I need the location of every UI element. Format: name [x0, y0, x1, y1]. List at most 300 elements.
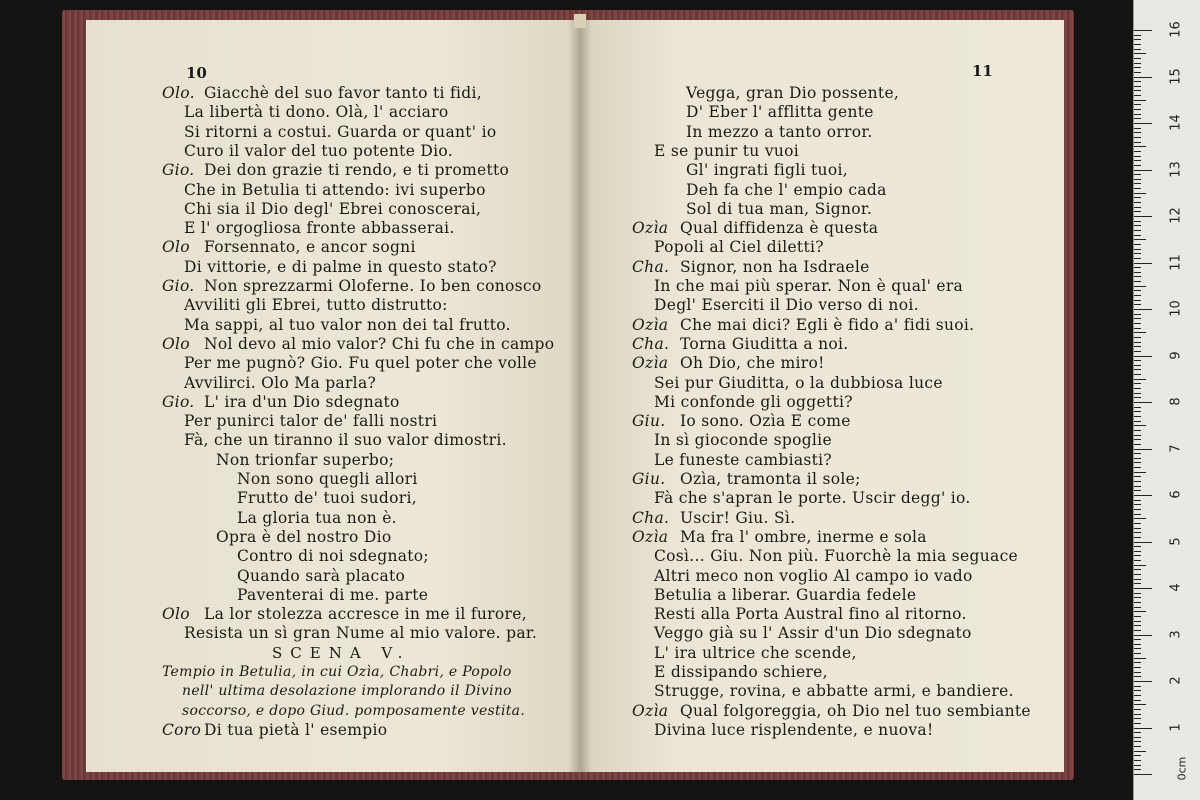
text-line	[216, 451, 394, 469]
ruler-tick	[1134, 128, 1141, 129]
ruler-tick	[1134, 351, 1141, 352]
ruler-tick	[1134, 755, 1141, 756]
line-text: nell' ultima desolazione implorando il Divino	[182, 683, 512, 700]
text-line	[686, 103, 874, 121]
text-line	[654, 431, 832, 449]
ruler-tick	[1134, 267, 1141, 268]
text-line	[162, 393, 400, 411]
ruler-tick	[1134, 751, 1146, 752]
text-line	[184, 123, 496, 141]
ruler-tick	[1134, 374, 1141, 375]
ruler-tick	[1134, 197, 1141, 198]
ruler-tick	[1134, 504, 1141, 505]
line-text: L' ira d'un Dio sdegnato	[204, 392, 400, 411]
text-line	[654, 547, 1018, 565]
line-text: Avviliti gli Ebrei, tutto distrutto:	[184, 296, 448, 315]
speaker-label: Cha.	[632, 257, 670, 276]
ruler-tick	[1134, 509, 1141, 510]
text-line	[162, 238, 416, 256]
ruler-tick	[1134, 672, 1141, 673]
ruler-tick	[1134, 123, 1152, 124]
ruler-number: 4	[1168, 583, 1184, 592]
line-text: D' Eber l' afflitta gente	[686, 103, 874, 122]
ruler-tick	[1134, 397, 1141, 398]
ruler-tick	[1134, 337, 1141, 338]
ruler-tick	[1134, 239, 1146, 240]
ruler-tick	[1134, 523, 1141, 524]
ruler-tick	[1134, 537, 1141, 538]
text-line	[654, 296, 919, 314]
ruler-tick	[1134, 314, 1141, 315]
ruler-tick	[1134, 416, 1141, 417]
ruler-tick	[1134, 58, 1141, 59]
ruler-unit: 0cm	[1175, 756, 1189, 781]
ruler-tick	[1134, 67, 1141, 68]
text-line	[632, 354, 825, 372]
ruler-tick	[1134, 114, 1141, 115]
text-line	[654, 451, 832, 469]
speaker-label: Olo	[162, 605, 190, 624]
ruler-tick	[1134, 230, 1141, 231]
ruler-tick	[1134, 146, 1146, 147]
ruler-number: 9	[1168, 350, 1184, 360]
ruler-tick	[1134, 156, 1141, 157]
text-line	[654, 586, 916, 604]
ruler-tick	[1134, 193, 1146, 194]
ruler-number: 10	[1168, 300, 1184, 317]
ruler-tick	[1134, 667, 1141, 668]
line-text: Di vittorie, e di palme in questo stato?	[184, 257, 497, 276]
line-text: Strugge, rovina, e abbatte armi, e bandiere.	[654, 682, 1014, 701]
ruler-tick	[1134, 137, 1141, 138]
text-line	[237, 547, 429, 565]
text-line	[654, 393, 853, 411]
line-text: La gloria tua non è.	[237, 508, 397, 527]
line-text: In che mai più sperar. Non è qual' era	[654, 277, 964, 295]
ruler-tick	[1134, 300, 1141, 301]
ruler-tick	[1134, 53, 1146, 54]
ruler-tick	[1134, 532, 1141, 533]
ruler-number: 3	[1168, 629, 1184, 639]
text-line	[686, 123, 873, 141]
ruler-number: 2	[1168, 676, 1184, 685]
ruler-tick	[1134, 500, 1141, 501]
ruler-tick	[1134, 658, 1146, 659]
ruler-tick	[1134, 741, 1141, 742]
text-line	[654, 142, 799, 160]
ruler-tick	[1134, 593, 1141, 594]
ruler-tick	[1134, 514, 1141, 515]
speaker-label: Gio.	[162, 277, 195, 295]
ruler-tick	[1134, 216, 1152, 217]
line-text: La lor stolezza accresce in me il furore,	[204, 605, 527, 624]
text-line	[184, 374, 376, 392]
ruler-tick	[1134, 142, 1141, 143]
ruler-tick	[1134, 648, 1141, 649]
text-line	[184, 103, 449, 121]
line-text: Altri meco non voglio Al campo io vado	[654, 566, 973, 585]
line-text: Vegga, gran Dio possente,	[686, 84, 900, 102]
ruler-number: 16	[1168, 21, 1184, 38]
text-line	[654, 567, 973, 585]
text-line	[237, 489, 417, 507]
line-text: Resti alla Porta Austral fino al ritorno.	[654, 605, 967, 624]
text-line	[184, 354, 537, 372]
ruler-tick	[1134, 211, 1141, 212]
ruler-tick	[1134, 704, 1146, 705]
ruler-tick	[1134, 379, 1146, 380]
line-text: L' ira ultrice che scende,	[654, 643, 857, 662]
line-text: Sol di tua man, Signor.	[686, 199, 873, 218]
text-line	[632, 702, 1031, 720]
ruler-tick	[1134, 304, 1141, 305]
ruler-tick	[1134, 342, 1141, 343]
ruler-tick	[1134, 235, 1141, 236]
line-text: Divina luce risplendente, e nuova!	[654, 720, 934, 739]
ruler-tick	[1134, 444, 1141, 445]
ruler-tick	[1134, 30, 1152, 31]
ruler-tick	[1134, 318, 1141, 319]
ruler-tick	[1134, 170, 1152, 171]
ruler-tick	[1134, 179, 1141, 180]
line-text: Mi confonde gli oggetti?	[654, 392, 853, 411]
line-text: Non sono quegli allori	[237, 470, 418, 488]
text-line	[632, 470, 861, 488]
line-text: Resista un sì gran Nume al mio valore. par.	[184, 624, 538, 643]
line-text: Si ritorni a costui. Guarda or quant' io	[184, 122, 497, 141]
ruler-tick	[1134, 528, 1141, 529]
text-line	[184, 219, 455, 237]
line-text: Che mai dici? Egli è fido a' fidi suoi.	[680, 315, 975, 334]
speaker-label: Olo	[162, 334, 190, 353]
speaker-label: Ozìa	[632, 354, 669, 373]
line-text: Qual diffidenza è questa	[680, 219, 879, 238]
ruler-tick	[1134, 425, 1146, 426]
text-line	[237, 567, 405, 585]
ruler-tick	[1134, 690, 1141, 691]
speaker-label: Ozìa	[632, 701, 669, 720]
line-text: Le funeste cambiasti?	[654, 450, 833, 469]
line-text: E l' orgogliosa fronte abbasserai.	[184, 219, 455, 238]
text-line	[632, 412, 851, 430]
ruler-tick	[1134, 760, 1141, 761]
line-text: Ma fra l' ombre, inerme e sola	[680, 527, 927, 546]
speaker-label: Cha.	[632, 508, 670, 527]
text-line	[162, 663, 512, 681]
line-text: Non sprezzarmi Oloferne. Io ben conosco	[204, 277, 542, 295]
speaker-label: Ozìa	[632, 315, 669, 334]
text-line	[184, 258, 497, 276]
ruler-tick	[1134, 569, 1141, 570]
ruler-tick	[1134, 462, 1141, 463]
line-text: Signor, non ha Isdraele	[680, 257, 870, 276]
ruler-tick	[1134, 486, 1141, 487]
text-line	[184, 142, 453, 160]
ruler-tick	[1134, 165, 1141, 166]
ruler-tick	[1134, 323, 1141, 324]
ruler-number: 14	[1168, 114, 1184, 131]
line-text: Contro di noi sdegnato;	[237, 547, 429, 566]
ruler-tick	[1134, 453, 1141, 454]
ruler-tick	[1134, 100, 1146, 101]
ruler-tick	[1134, 249, 1141, 250]
ruler-tick	[1134, 356, 1152, 357]
speaker-label: Olo	[162, 238, 190, 257]
ruler-tick	[1134, 695, 1141, 696]
ruler-tick	[1134, 588, 1152, 589]
ruler-tick	[1134, 295, 1141, 296]
line-text: SCENA V.	[272, 643, 411, 662]
text-line	[654, 644, 857, 662]
text-line	[184, 200, 481, 218]
text-line	[237, 509, 397, 527]
ruler-tick	[1134, 207, 1141, 208]
ruler-tick	[1134, 118, 1141, 119]
ruler-tick	[1134, 746, 1141, 747]
line-text: Paventerai di me. parte	[237, 585, 429, 604]
ruler-tick	[1134, 39, 1141, 40]
ruler-tick	[1134, 709, 1141, 710]
ruler-tick	[1134, 607, 1141, 608]
line-text: Torna Giuditta a noi.	[680, 334, 849, 353]
ruler-tick	[1134, 63, 1141, 64]
line-text: Gl' ingrati figli tuoi,	[686, 161, 848, 180]
ruler-tick	[1134, 332, 1146, 333]
line-text: Fà, che un tiranno il suo valor dimostri.	[184, 431, 507, 450]
ruler-tick	[1134, 621, 1141, 622]
ruler-number: 7	[1168, 443, 1184, 453]
text-line	[162, 605, 527, 623]
ruler-number: 15	[1168, 67, 1184, 85]
ruler-tick	[1134, 686, 1141, 687]
line-text: Nol devo al mio valor? Chi fu che in campo	[204, 334, 555, 353]
ruler-tick	[1134, 272, 1141, 273]
line-text: E se punir tu vuoi	[654, 141, 800, 160]
text-line	[632, 335, 849, 353]
ruler-number: 5	[1168, 536, 1184, 546]
line-text: Ozìa, tramonta il sole;	[680, 470, 861, 488]
ruler-tick	[1134, 551, 1141, 552]
ruler-tick	[1134, 86, 1141, 87]
ruler-tick	[1134, 95, 1141, 96]
ruler-tick	[1134, 44, 1141, 45]
line-text: Così... Giu. Non più. Fuorchè la mia seguace	[654, 547, 1019, 566]
line-text: Chi sia il Dio degl' Ebrei conoscerai,	[184, 199, 482, 218]
ruler-tick	[1134, 258, 1141, 259]
text-line	[216, 528, 391, 546]
ruler-number: 6	[1168, 490, 1184, 499]
text-line	[162, 277, 542, 295]
text-line	[237, 470, 418, 488]
right-page	[580, 20, 1064, 772]
text-line	[162, 335, 554, 353]
ruler-tick	[1134, 676, 1141, 677]
ruler-tick	[1134, 490, 1141, 491]
ruler-tick	[1134, 346, 1141, 347]
ruler-tick	[1134, 365, 1141, 366]
text-line	[654, 605, 967, 623]
speaker-label: Ozìa	[632, 527, 669, 546]
line-text: In mezzo a tanto orror.	[686, 122, 873, 141]
line-text: Io sono. Ozìa E come	[680, 412, 851, 431]
text-line	[184, 181, 486, 199]
ruler-tick	[1134, 574, 1141, 575]
ruler-tick	[1134, 151, 1141, 152]
line-text: Di tua pietà l' esempio	[204, 720, 388, 739]
text-line	[654, 489, 971, 507]
text-line	[184, 296, 448, 314]
ruler-tick	[1134, 90, 1141, 91]
page-number-right: 11	[972, 62, 993, 80]
ruler-tick	[1134, 263, 1152, 264]
ruler-tick	[1134, 458, 1141, 459]
text-line	[184, 624, 537, 642]
ruler-tick	[1134, 714, 1141, 715]
text-line	[686, 84, 899, 102]
text-line	[632, 258, 870, 276]
line-text: Ma sappi, al tuo valor non dei tal frutto.	[184, 315, 511, 334]
text-line	[184, 412, 437, 430]
text-line	[237, 586, 428, 604]
ruler-tick	[1134, 383, 1141, 384]
ruler-tick	[1134, 495, 1152, 496]
line-text: Quando sarà placato	[237, 566, 406, 585]
ruler-tick	[1134, 723, 1141, 724]
ruler-tick	[1134, 81, 1141, 82]
spine-strip	[574, 14, 586, 28]
page-number-left: 10	[186, 64, 207, 82]
ruler-tick	[1134, 132, 1141, 133]
text-line	[632, 528, 927, 546]
ruler-tick	[1134, 430, 1141, 431]
ruler-tick	[1134, 109, 1141, 110]
ruler-tick	[1134, 188, 1141, 189]
text-line	[272, 644, 410, 662]
line-text: Frutto de' tuoi sudori,	[237, 489, 417, 508]
ruler-tick	[1134, 276, 1141, 277]
ruler-tick	[1134, 718, 1141, 719]
ruler-tick	[1134, 421, 1141, 422]
line-text: La libertà ti dono. Olà, l' acciaro	[184, 103, 449, 122]
text-line	[654, 374, 943, 392]
text-line	[686, 200, 872, 218]
ruler-tick	[1134, 579, 1141, 580]
ruler-tick	[1134, 630, 1141, 631]
line-text: Curo il valor del tuo potente Dio.	[184, 141, 453, 160]
ruler-tick	[1134, 728, 1152, 729]
ruler-number: 12	[1168, 207, 1184, 224]
line-text: Uscir! Giu. Sì.	[680, 508, 796, 527]
ruler-tick	[1134, 328, 1141, 329]
ruler-tick	[1134, 449, 1152, 450]
line-text: Degl' Eserciti il Dio verso di noi.	[654, 296, 919, 315]
line-text: Non trionfar superbo;	[216, 450, 395, 469]
speaker-label: Giu.	[632, 412, 666, 431]
ruler-tick	[1134, 560, 1141, 561]
ruler-tick	[1134, 104, 1141, 105]
speaker-label: Cha.	[632, 334, 670, 353]
ruler-tick	[1134, 202, 1141, 203]
ruler-tick	[1134, 555, 1141, 556]
ruler-tick	[1134, 467, 1141, 468]
book-gutter	[568, 20, 592, 772]
text-line	[184, 431, 507, 449]
text-line	[182, 682, 512, 700]
speaker-label: Ozìa	[632, 219, 669, 238]
ruler-number: 1	[1168, 722, 1184, 732]
ruler-tick	[1134, 402, 1152, 403]
ruler-tick	[1134, 160, 1141, 161]
ruler-tick	[1134, 774, 1152, 775]
line-text: Fà che s'apran le porte. Uscir degg' io.	[654, 489, 971, 508]
line-text: E dissipando schiere,	[654, 663, 828, 681]
ruler-tick	[1134, 476, 1141, 477]
line-text: Popoli al Ciel diletti?	[654, 238, 824, 257]
ruler-tick	[1134, 49, 1141, 50]
ruler-tick	[1134, 360, 1141, 361]
ruler-tick	[1134, 72, 1141, 73]
measuring-ruler	[1133, 0, 1200, 800]
ruler-tick	[1134, 700, 1141, 701]
ruler-tick	[1134, 253, 1141, 254]
line-text: Veggo già su l' Assir d'un Dio sdegnato	[654, 624, 972, 643]
ruler-tick	[1134, 225, 1141, 226]
text-line	[654, 721, 933, 739]
text-line	[686, 161, 848, 179]
speaker-label: Coro	[162, 720, 202, 739]
line-text: In sì gioconde spoglie	[654, 431, 832, 450]
line-text: Oh Dio, che miro!	[680, 354, 825, 373]
speaker-label: Giu.	[632, 470, 666, 488]
line-text: Per punirci talor de' falli nostri	[184, 412, 438, 431]
ruler-tick	[1134, 597, 1141, 598]
ruler-tick	[1134, 183, 1141, 184]
text-line	[632, 316, 974, 334]
ruler-number: 13	[1168, 160, 1184, 178]
ruler-tick	[1134, 644, 1141, 645]
ruler-tick	[1134, 681, 1152, 682]
line-text: Deh fa che l' empio cada	[686, 180, 887, 199]
ruler-tick	[1134, 602, 1141, 603]
line-text: Betulia a liberar. Guardia fedele	[654, 585, 917, 604]
ruler-tick	[1134, 77, 1152, 78]
ruler-tick	[1134, 639, 1141, 640]
line-text: soccorso, e dopo Giud. pomposamente vestita.	[182, 702, 526, 719]
text-line	[632, 219, 878, 237]
line-text: Che in Betulia ti attendo: ivi superbo	[184, 180, 486, 199]
text-line	[162, 721, 387, 739]
ruler-tick	[1134, 616, 1141, 617]
text-line	[184, 316, 511, 334]
ruler-tick	[1134, 653, 1141, 654]
ruler-tick	[1134, 281, 1141, 282]
ruler-tick	[1134, 546, 1141, 547]
ruler-tick	[1134, 290, 1141, 291]
ruler-tick	[1134, 221, 1141, 222]
left-page	[86, 20, 580, 772]
ruler-tick	[1134, 435, 1141, 436]
ruler-tick	[1134, 35, 1141, 36]
text-line	[162, 161, 509, 179]
text-line	[654, 277, 963, 295]
ruler-tick	[1134, 286, 1146, 287]
ruler-tick	[1134, 625, 1141, 626]
ruler-tick	[1134, 174, 1141, 175]
ruler-tick	[1134, 388, 1141, 389]
ruler-tick	[1134, 583, 1141, 584]
line-text: Sei pur Giuditta, o la dubbiosa luce	[654, 373, 943, 392]
ruler-tick	[1134, 472, 1146, 473]
